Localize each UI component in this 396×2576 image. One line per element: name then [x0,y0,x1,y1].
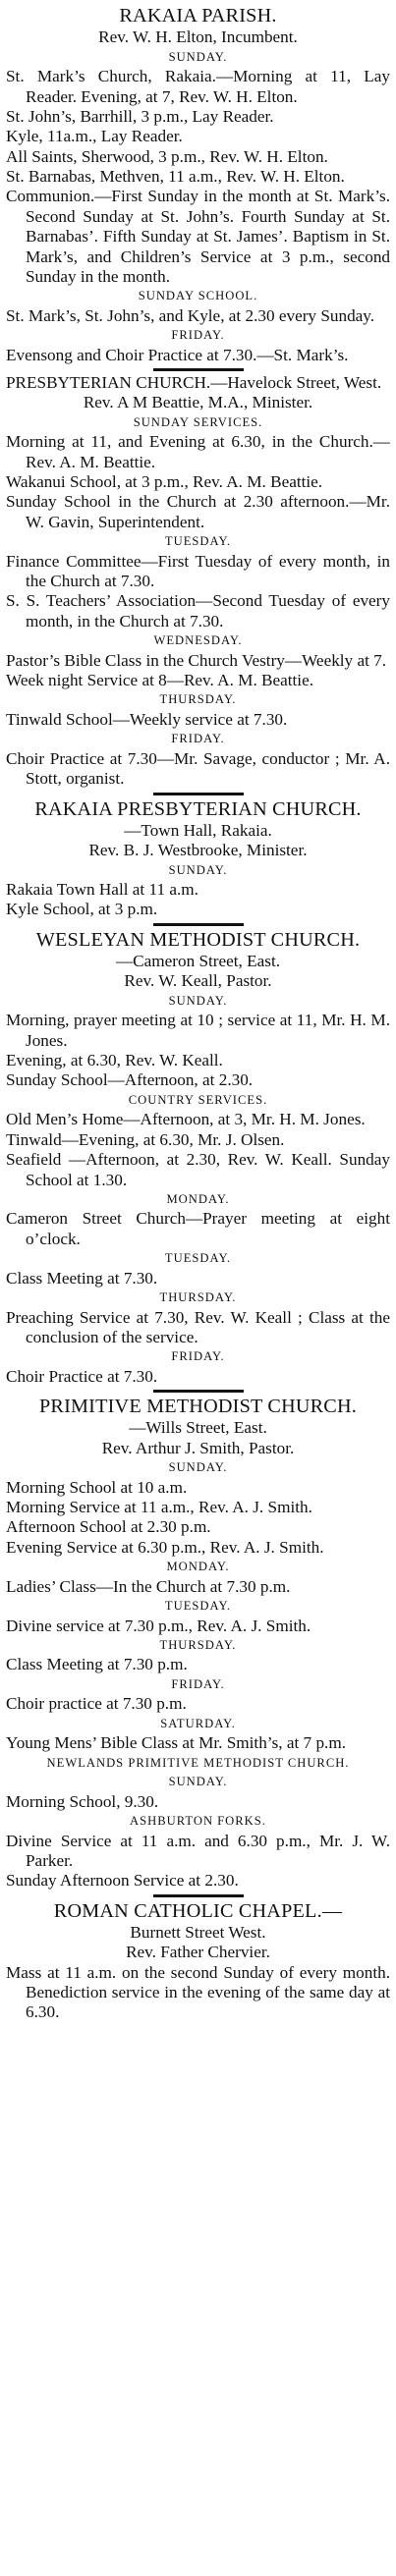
day-heading: THURSDAY. [159,1637,237,1652]
address-line: Rev. Arthur J. Smith, Pastor. [101,1438,295,1457]
day-heading: TUESDAY. [164,1251,232,1266]
service-entry: St. Mark’s, St. John’s, and Kyle, at 2.30 every Sunday. [6,305,375,325]
service-entry: St. Mark’s Church, Rakaia.—Morning at 11, Lay Reader. Evening, at 7, Rev. W. H. Elton. [6,67,390,106]
service-entry: Ladies’ Class—In the Church at 7.30 p.m. [6,1576,291,1596]
service-entry: Choir Practice at 7.30. [6,1366,158,1386]
day-heading: TUESDAY. [164,534,232,549]
address-line: Rev. W. Keall, Pastor. [124,971,272,991]
service-entry: Young Mens’ Bible Class at Mr. Smith’s, at 7 p.m. [6,1733,347,1753]
day-heading: THURSDAY. [159,1290,237,1305]
presbyterian-church-section [6,373,390,790]
section-rule [153,793,244,795]
address-line: Burnett Street West. [130,1922,266,1942]
service-entry: Rakaia Town Hall at 11 a.m. [6,880,198,900]
day-heading: FRIDAY. [171,1349,225,1364]
service-entry: Communion.—First Sunday in the month at St. Mark’s. Second Sunday at St. John’s. Fourth Sunday at St. Barnabas’. Fifth Sunday at St. James’. Baptism in St. Mark’s, and Children’s Service at 3 p.m., second Sunday in the month. [6,187,390,286]
service-entry: Tinwald School—Weekly service at 7.30. [6,709,288,729]
service-entry: Morning School, 9.30. [6,1791,159,1811]
service-entry: Seafield —Afternoon, at 2.30, Rev. W. Keall. Sunday School at 1.30. [6,1150,390,1189]
service-entry: St. Barnabas, Methven, 11 a.m., Rev. W. H. Elton. [6,167,345,186]
service-entry: Choir practice at 7.30 p.m. [6,1694,187,1714]
section-heading: PRIMITIVE METHODIST CHURCH. [39,1396,357,1418]
day-heading: MONDAY. [166,1191,230,1206]
service-entry: Sunday School—Afternoon, at 2.30. [6,1070,254,1090]
service-entry: Wakanui School, at 3 p.m., Rev. A. M. Beattie. [6,472,323,492]
section-rule [153,1894,244,1897]
service-entry: Week night Service at 8—Rev. A. M. Beattie. [6,671,314,690]
day-heading: SATURDAY. [160,1716,236,1730]
address-line: —Cameron Street, East. [115,952,281,971]
day-heading: SUNDAY. [168,1775,228,1789]
service-entry: Evensong and Choir Practice at 7.30.—St. Mark’s. [6,345,349,364]
service-entry: All Saints, Sherwood, 3 p.m., Rev. W. H. Elton. [6,146,328,166]
service-entry: Divine Service at 11 a.m. and 6.30 p.m., Mr. J. W. Parker. [6,1831,390,1870]
service-entry: Cameron Street Church—Prayer meeting at eight o’clock. [6,1209,390,1248]
service-entry: Kyle School, at 3 p.m. [6,900,158,919]
day-heading: FRIDAY. [171,732,225,746]
service-entry: Kyle, 11a.m., Lay Reader. [6,127,183,146]
day-heading: SUNDAY. [168,1460,228,1475]
roman-catholic-chapel-section [6,1899,390,2023]
day-heading: FRIDAY. [171,1676,225,1691]
service-entry: Sunday School in the Church at 2.30 afternoon.—Mr. W. Gavin, Superintendent. [6,492,390,531]
address-line: —Town Hall, Rakaia. [124,820,272,840]
section-rule [153,923,244,926]
day-heading: THURSDAY. [159,692,237,707]
address-line: Rev. B. J. Westbrooke, Minister. [88,841,308,860]
day-heading: SUNDAY SCHOOL. [138,289,258,303]
day-heading: NEWLANDS PRIMITIVE METHODIST CHURCH. [46,1755,350,1770]
service-entry: Pastor’s Bible Class in the Church Vestry—Weekly at 7. [6,650,387,670]
day-heading: TUESDAY. [164,1599,232,1614]
service-entry: Morning, prayer meeting at 10 ; service at 11, Mr. H. M. Jones. [6,1011,390,1050]
day-heading: SUNDAY. [168,49,228,64]
section-heading: RAKAIA PRESBYTERIAN CHURCH. [34,797,362,820]
service-entry: Class Meeting at 7.30 p.m. [6,1655,188,1674]
rakaia-parish-section [6,4,390,365]
rakaia-presbyterian-church-section [6,797,390,920]
service-entry: Old Men’s Home—Afternoon, at 3, Mr. H. M. Jones. [6,1110,366,1129]
day-heading: WEDNESDAY. [153,633,243,648]
section-heading: PRESBYTERIAN CHURCH.—Havelock Street, West. [6,373,382,393]
service-entry: Morning at 11, and Evening at 6.30, in the Church.—Rev. A. M. Beattie. [6,432,390,471]
section-heading: ROMAN CATHOLIC CHAPEL.— [53,1899,343,1922]
day-heading: SUNDAY. [168,993,228,1008]
service-entry: Mass at 11 a.m. on the second Sunday of every month. Benediction service in the evening of the same day at 6.30. [6,1962,390,2022]
address-line: —Wills Street, East. [129,1418,267,1438]
section-heading: RAKAIA PARISH. [119,5,277,27]
service-entry: Evening, at 6.30, Rev. W. Keall. [6,1051,223,1070]
day-heading: FRIDAY. [171,328,225,343]
section-rule [153,368,244,371]
service-entry: Choir Practice at 7.30—Mr. Savage, conductor ; Mr. A. Stott, organist. [6,748,390,789]
service-entry: Tinwald—Evening, at 6.30, Mr. J. Olsen. [6,1129,285,1149]
address-line: Rev. A M Beattie, M.A., Minister. [83,393,313,412]
service-entry: Class Meeting at 7.30. [6,1268,158,1288]
service-entry: Divine service at 7.30 p.m., Rev. A. J. Smith. [6,1616,311,1635]
wesleyan-methodist-church-section [6,928,390,1387]
day-heading: ASHBURTON FORKS. [130,1814,266,1829]
service-entry: Morning Service at 11 a.m., Rev. A. J. Smith. [6,1498,312,1517]
service-entry: Sunday Afternoon Service at 2.30. [6,1871,239,1891]
day-heading: SUNDAY. [168,862,228,877]
service-entry: Afternoon School at 2.30 p.m. [6,1517,211,1537]
service-entry: Finance Committee—First Tuesday of every month, in the Church at 7.30. [6,551,390,591]
primitive-methodist-church-section [6,1395,390,1891]
section-rule [153,1390,244,1393]
service-entry: Morning School at 10 a.m. [6,1477,188,1497]
day-heading: MONDAY. [166,1560,230,1574]
day-heading: COUNTRY SERVICES. [128,1092,268,1107]
address-line: Rev. Father Chervier. [126,1943,270,1962]
service-entry: Preaching Service at 7.30, Rev. W. Keall ; Class at the conclusion of the service. [6,1307,390,1346]
service-entry: St. John’s, Barrhill, 3 p.m., Lay Reader. [6,106,274,126]
service-entry: S. S. Teachers’ Association—Second Tuesday of every month, in the Church at 7.30. [6,591,390,630]
day-heading: SUNDAY SERVICES. [133,414,263,429]
address-line: Rev. W. H. Elton, Incumbent. [98,27,298,47]
section-heading: WESLEYAN METHODIST CHURCH. [35,928,361,951]
service-entry: Evening Service at 6.30 p.m., Rev. A. J. Smith. [6,1537,324,1557]
